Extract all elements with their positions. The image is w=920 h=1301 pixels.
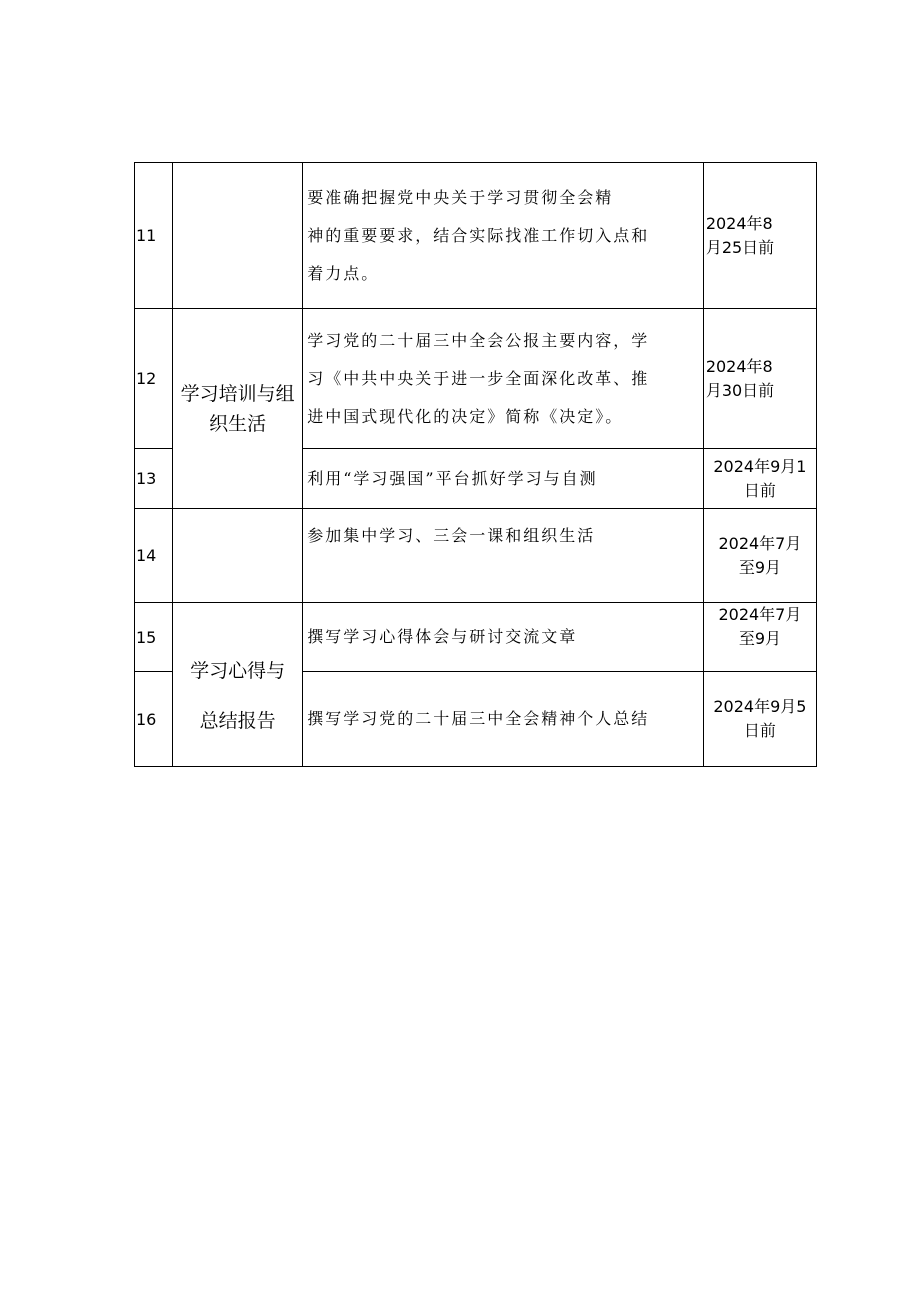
task-cell: 撰写学习心得体会与研讨交流文章: [303, 603, 704, 672]
table-row: [135, 309, 817, 449]
table-row: [135, 509, 817, 603]
deadline-cell: 2024年8 月25日前: [703, 163, 816, 309]
category-training: 学习培训与组 织生活: [173, 309, 303, 509]
category-cell-empty: [173, 509, 303, 603]
task-cell: 学习党的二十届三中全会公报主要内容，学 习《中共中央关于进一步全面深化改革、推 进中国式现代化的决定》简称《决定》。: [303, 309, 704, 449]
category-cell-empty: [173, 163, 303, 309]
row-number: 13: [135, 449, 173, 509]
row-number: 15: [135, 603, 173, 672]
deadline-cell: 2024年7月 至9月: [703, 603, 816, 672]
row-number: 14: [135, 509, 173, 603]
deadline-cell: 2024年7月 至9月: [703, 509, 816, 603]
deadline-cell: 2024年9月1 日前: [703, 449, 816, 509]
row-number: 11: [135, 163, 173, 309]
study-plan-table: [134, 162, 817, 767]
task-cell: 要准确把握党中央关于学习贯彻全会精 神的重要要求，结合实际找准工作切入点和 着力点。: [303, 163, 704, 309]
row-number: 12: [135, 309, 173, 449]
category-summary: 学习心得与 总结报告: [173, 603, 303, 767]
task-cell: 参加集中学习、三会一课和组织生活: [303, 509, 704, 603]
table-row: [135, 603, 817, 672]
deadline-cell: 2024年8 月30日前: [703, 309, 816, 449]
table-row: [135, 163, 817, 309]
deadline-cell: 2024年9月5 日前: [703, 672, 816, 767]
task-cell: 撰写学习党的二十届三中全会精神个人总结: [303, 672, 704, 767]
row-number: 16: [135, 672, 173, 767]
task-cell: 利用“学习强国”平台抓好学习与自测: [303, 449, 704, 509]
